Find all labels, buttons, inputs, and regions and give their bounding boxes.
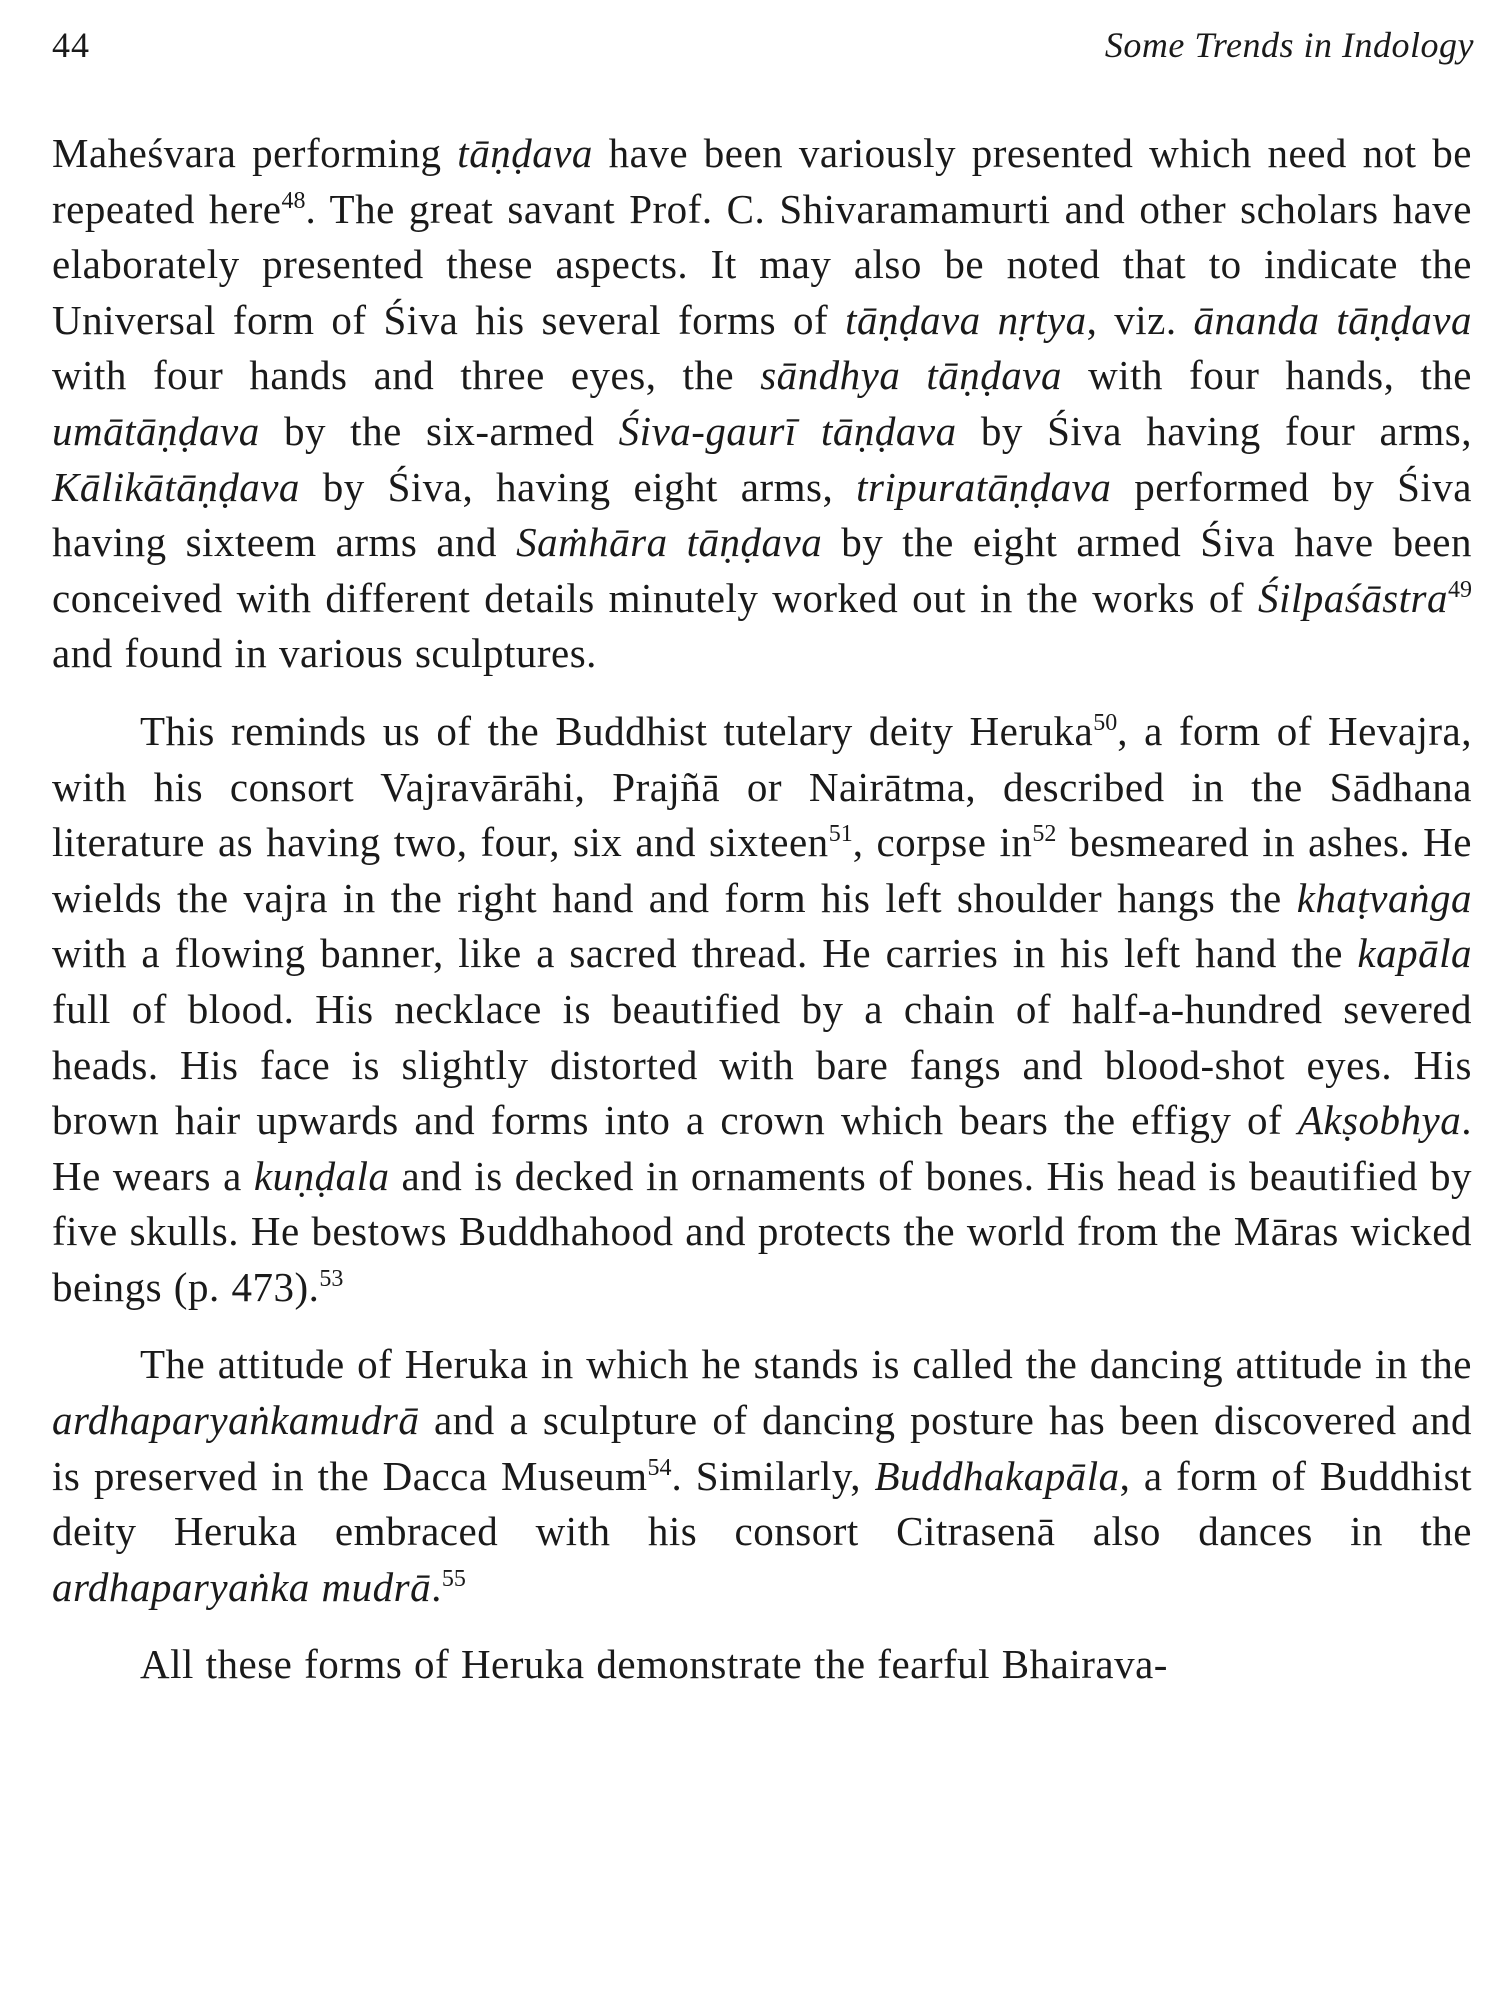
text-run: and a sculpture of dancing posture has been discovered and is preserved in the Dacca Museum [52, 1397, 1472, 1499]
text-run: . He wears a [52, 1097, 1472, 1199]
italic-term: ardhaparyaṅkamudrā [52, 1397, 420, 1444]
italic-term: ardhaparyaṅka mudrā [52, 1563, 432, 1610]
text-run: with four hands, the [1062, 352, 1472, 399]
italic-term: Akṣobhya [1297, 1097, 1462, 1144]
italic-term: khaṭvaṅga [1296, 874, 1472, 921]
footnote-marker[interactable]: 52 [1032, 821, 1057, 848]
text-run: by Śiva, having eight arms, [299, 463, 857, 510]
text-run: , a form of Hevajra, with his consort Vajravārāhi, Prajñā or Nairātma, described in the Sādhana literature as having two, four, six and sixteen [52, 707, 1473, 866]
text-run: full of blood. His necklace is beautified by a chain of half-a-hundred severed heads. His face is slightly distorted with bare fangs and blood-shot eyes. His brown hair upwards and forms into a crown which bears the effigy of [52, 985, 1472, 1144]
text-run: by Śiva having four arms, [956, 407, 1472, 454]
italic-term: kuṇḍala [253, 1152, 390, 1199]
text-run: . The great savant Prof. C. Shivaramamurti and other scholars have elaborately presented these aspects. It may also be noted that to indicate the Universal form of Śiva his several forms of [52, 185, 1472, 343]
italic-term: tāṇḍava [457, 130, 593, 176]
text-run: have been variously presented which need not be repeated here [52, 130, 1473, 232]
footnote-marker[interactable]: 54 [647, 1454, 672, 1481]
footnote-marker[interactable]: 48 [281, 187, 306, 214]
text-run: and is decked in ornaments of bones. His head is beautified by five skulls. He bestows Buddhahood and protects the world from the Māras wicked beings (p. 473). [52, 1152, 1472, 1310]
text-run: and found in various sculptures. [52, 630, 597, 677]
text-run: by the eight armed Śiva have been conceived with different details minutely worked out in the works of [52, 519, 1472, 621]
italic-term: tripuratāṇḍava [856, 463, 1112, 510]
text-run: This reminds us of the Buddhist tutelary deity Heruka [140, 707, 1094, 754]
italic-term: Buddhakapāla [874, 1452, 1120, 1499]
text-run: . [431, 1563, 442, 1610]
paragraph [52, 1337, 1472, 1615]
italic-term: umātāṇḍava [52, 407, 260, 454]
running-title: Some Trends in Indology [1104, 25, 1474, 65]
italic-term: kapāla [1357, 930, 1472, 977]
text-run: All these forms of Heruka demonstrate the fearful Bhairava- [140, 1641, 1168, 1688]
text-run: with a flowing banner, like a sacred thread. He carries in his left hand the [52, 930, 1358, 977]
body-text [52, 126, 1472, 1693]
italic-term: Śiva-gaurī tāṇḍava [618, 407, 957, 454]
footnote-marker[interactable]: 50 [1093, 709, 1118, 736]
text-run: with four hands and three eyes, the [52, 352, 761, 399]
paragraph [52, 126, 1472, 682]
text-run: besmeared in ashes. He wields the vajra in the right hand and form his left shoulder hangs the [52, 819, 1472, 921]
italic-term: Kālikātāṇḍava [52, 463, 300, 510]
text-run: . Similarly, [671, 1452, 875, 1499]
italic-term: Saṁhāra tāṇḍava [516, 519, 823, 566]
italic-term: tāṇḍava nṛtya [845, 296, 1087, 343]
footnote-marker[interactable]: 55 [441, 1565, 466, 1592]
text-run: performed by Śiva having sixteem arms and [52, 463, 1472, 566]
footnote-marker[interactable]: 53 [319, 1265, 344, 1292]
footnote-marker[interactable]: 49 [1448, 576, 1472, 603]
text-run: , corpse in [852, 819, 1033, 866]
paragraph [52, 1637, 1472, 1693]
italic-term: Śilpaśāstra [1257, 574, 1448, 621]
italic-term: ānanda tāṇḍava [1193, 296, 1473, 343]
page-number: 44 [52, 25, 90, 65]
text-run: , a form of Buddhist deity Heruka embraced with his consort Citrasenā also dances in the [52, 1452, 1472, 1555]
paragraph [52, 704, 1472, 1316]
running-head [52, 24, 1474, 74]
text-run: Maheśvara performing [52, 130, 458, 176]
text-run: by the six-armed [259, 407, 619, 454]
footnote-marker[interactable]: 51 [828, 821, 853, 848]
italic-term: sāndhya tāṇḍava [760, 352, 1063, 399]
text-run: , viz. [1086, 296, 1194, 343]
text-run: The attitude of Heruka in which he stands is called the dancing attitude in the [140, 1341, 1472, 1388]
